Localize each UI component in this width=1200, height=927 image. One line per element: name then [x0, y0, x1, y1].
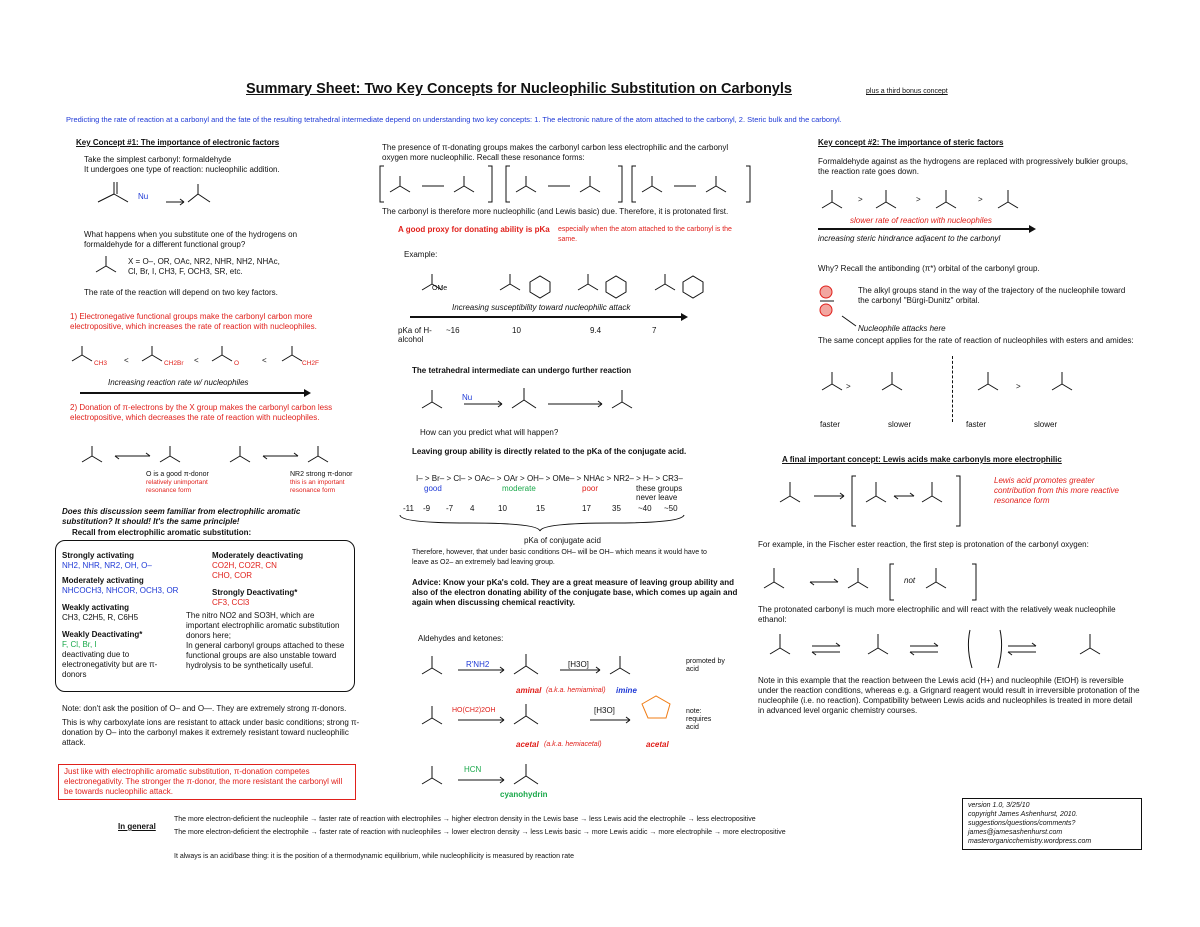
- general-line-2: The more electron-deficient the electrophile → faster rate of reaction with nucleophiles → lower electron density → less Lewis basic → more Lewis acidic → more electrophile → more electropositive: [174, 829, 786, 836]
- leaving-group-series: I– > Br– > Cl– > OAc– > OAr > OH– > OMe– > NHAc > NR2– > H– > CR3–: [416, 474, 683, 483]
- recall-label: Recall from electrophilic aromatic substitution:: [72, 528, 252, 537]
- strong-deactivating-label: Strongly Deactivating*: [212, 588, 298, 597]
- moderate-deactivating-items-1: CO2H, CO2R, CN: [212, 561, 277, 570]
- aldehyde-reactions: [420, 646, 700, 796]
- nu-label-2: Nu: [462, 393, 473, 402]
- bottom-note-2: This is why carboxylate ions are resistant to attack under basic conditions; strong π-donation by O– into the carbonyl makes it extremely resistant toward nucleophilic attack.: [62, 718, 360, 747]
- summary-sheet-page: Summary Sheet: Two Key Concepts for Nucleophilic Substitution on Carbonyls plus a third bonus concept Predicting the rate of reaction at a carbonyl and the fate of the resulting tetrahedral intermediate depend on understanding two key concepts: 1. The electronic nature of the atom attached to the carbonyl, 2. Steric bulk and the carbonyl. Key Concept #1: The importance of electronic factors Take the simplest carbonyl: formaldehyde It undergoes one type of reaction: nucleophilic addition. Nu What happens when you substitute one of the hydrogens on formaldehyde for a different functional group? X = O–, OR, OAc, NR2, NHR, NH2, NHAc, Cl, Br, I, CH3, F, OCH3, SR, etc. The rate of the reaction will depend on two key factors. 1) Electronegative functional groups make the carbonyl carbon more electropositive, which increases the rate of reaction with nucleophiles. CH3 CH2Br O CH2F < < < Increasing reaction rate w/ nucleophiles 2) Donation of π-electrons by the X group makes the carbonyl carbon less electropositive, which decreases the rate of reaction with nucleophiles. O is a good π-donor relatively unimportant resonance form NR2 strong π-donor this is an important resonance form Does this discussion seem familiar from electrophilic aromatic substitution? It should! It's the same principle! Recall from electrophilic aromatic substitution: Strongly activating NH2, NHR, NR2, OH, O– Moderately activating NHCOCH3, NHCOR, OCH3, OR Weakly activating CH3, C2H5, R, C6H5 Weakly Deactivating* F, Cl, Br, I deactivating due to electronegativity but are π-donors Moderately deactivating CO2H, CO2R, CN CHO, COR Strongly Deactivating* CF3, CCl3 The nitro NO2 and SO3H, which are important electrophilic aromatic substitution donors here; In general carbonyl groups attached to these functional groups are also unstable toward hydrolysis to be synthetically useful. Note: don't ask the position of O– and O—. They are extremely strong π-donors. This is why carboxylate ions are resistant to attack under basic conditions; strong π-donation by O– into the carbonyl makes it extremely resistant toward nucleophilic attack. Just like with electrophilic aromatic substitution, π-donation competes electronegativity. The stronger the π-donor, the more resistant the carbonyl will be towards nucleophilic attack. The presence of π-donating groups makes the carbonyl carbon less electrophilic and the carbonyl oxygen more nucleophilic. Recall these resonance forms: The carbonyl is therefore more nucleophilic (and Lewis basic) due. Therefore, it is protonated first. A good proxy for donating ability is pKa especially when the atom attached to the carbonyl is the same. Example: OMe Increasing susceptibility toward nucleophilic attack pKa of H-alcohol ~16 10 9.4 7 The tetrahedral intermediate can undergo further reaction Nu How can you predict what will happen? Leaving group ability is directly related to the pKa of the conjugate acid. I– > Br– > Cl– > OAc– > OAr > OH– > OMe– > NHAc > NR2– > H– > CR3– good moderate poor these groups never leave -11 -9 -7 4 10 15 17 35 ~40 ~50 pKa of conjugate acid Therefore, however, that under basic conditions OH– will be OH– which means it would have to leave as O2– an extremely bad leaving group. Advice: Know your pKa's cold. They are a great measure of leaving group ability and also of the electron donating ability of the conjugate base, which comes up again and again when discussing chemical reactivity. Aldehydes and ketones: R'NH2 [H3O] aminal (a.k.a. hemiaminal) imine promoted by acid HO(CH2)2OH [H3O] acetal (a.k.a. hemiacetal) acetal note: requires acid HCN cyanohydrin Key concept #2: The importance of steric factors Formaldehyde against as the hydrogens are replaced with progressively bulkier groups, the reaction rate goes down. > > > slower rate of reaction with nucleophiles increasing steric hindrance adjacent to the carbonyl Why? Recall the antibonding (π*) orbital of the carbonyl group. The alkyl groups stand in the way of the trajectory of the nucleophile toward the carbonyl "Bürgi-Dunitz" orbital. Nucleophile attacks here The same concept applies for the rate of reaction of nucleophiles with esters and amides: > > faster slower faster slower A final important concept: Lewis acids make carbonyls more electrophilic Lewis acid promotes greater contribution from this more reactive resonance form For example, in the Fischer ester reaction, the first step is protonation of the carbonyl oxygen: not The protonated carbonyl is much more electrophilic and will react with the relatively weak nucleophile ethanol: Note in this example that the reaction between the Lewis acid (H+) and nucleophile (EtOH) is reversible under the reaction conditions, whereas e.g. a Grignard reagent would result in irreversible protonation of the nucleophile (i.e. no reaction). Compatibility between Lewis acids and nucleophiles is treated in more detail in advanced level organic chemistry courses. In general The more electron-deficient the nucleophile → faster rate of reaction with electrophiles → higher electron density in the Lewis base → less Lewis acid the electrophile → less electropositive The more electron-deficient the electrophile → faster rate of reaction with nucleophiles → lower electron density → less Lewis basic → more Lewis acidic → more electrophile → more electropositive It always is an acid/base thing: it is the position of a thermodynamic equilibrium, while nucleophilicity is measured by reaction rate version 1.0, 3/25/10 copyright James Ashenhurst, 2010. suggestions/questions/comments? james@jamesashenhurst.com masterorganicchemistry.wordpress.com: [0, 0, 1200, 927]
- lg-good: good: [424, 484, 442, 493]
- why-explanation: The alkyl groups stand in the way of the trajectory of the nucleophile toward the carbonyl "Bürgi-Dunitz" orbital.: [858, 286, 1126, 305]
- pka-value-4: 7: [652, 326, 657, 335]
- kc2-p1: Formaldehyde against as the hydrogens are replaced with progressively bulkier groups, the reaction rate goes down.: [818, 157, 1128, 176]
- acetal-note: note: requires acid: [686, 708, 712, 731]
- strong-deactivating-items: CF3, CCl3: [212, 598, 250, 607]
- pka-num-10: ~50: [664, 504, 678, 513]
- burgi-dunitz-label: Nucleophile attacks here: [858, 324, 946, 333]
- moderate-activating-label: Moderately activating: [62, 576, 144, 585]
- pi-donation-resonance: [80, 440, 360, 470]
- x-list-2: Cl, Br, I, CH3, F, OCH3, SR, etc.: [128, 267, 243, 276]
- pka-num-3: -7: [446, 504, 454, 513]
- increasing-rate-label: Increasing reaction rate w/ nucleophiles: [108, 378, 249, 387]
- ome-label: OMe: [432, 285, 448, 292]
- x-list-1: X = O–, OR, OAc, NR2, NHR, NH2, NHAc,: [128, 257, 280, 266]
- susceptibility-arrow: [410, 316, 682, 318]
- weak-deactivating-items: F, Cl, Br, I: [62, 640, 97, 649]
- steric-arrow: [818, 228, 1030, 230]
- credits-website[interactable]: masterorganicchemistry.wordpress.com: [968, 838, 1092, 845]
- amine-reagent: R'NH2: [466, 660, 490, 669]
- increasing-rate-arrow: [80, 392, 305, 394]
- fischer-example: For example, in the Fischer ester reaction, the first step is protonation of the carbonyl oxygen:: [758, 540, 1089, 549]
- factor-1: 1) Electronegative functional groups make the carbonyl carbon more electropositive, which increases the rate of reaction with nucleophiles.: [70, 312, 317, 331]
- eas-question: Does this discussion seem familiar from electrophilic aromatic substitution? It should! It's the same principle!: [62, 507, 301, 526]
- carbonyl-x-structure: [94, 256, 124, 276]
- why-text: Why? Recall the antibonding (π*) orbital of the carbonyl group.: [818, 264, 1040, 273]
- eas-note-2: In general carbonyl groups attached to these functional groups are also unstable toward hydrolysis to be synthetically useful.: [186, 641, 345, 670]
- lewis-heading: A final important concept: Lewis acids make carbonyls more electrophilic: [782, 455, 1062, 464]
- moderate-activating-items: NHCOCH3, NHCOR, OCH3, OR: [62, 586, 179, 595]
- steric-hindrance-label: increasing steric hindrance adjacent to the carbonyl: [818, 234, 1001, 243]
- formaldehyde-addition-diagram: [88, 180, 228, 225]
- fischer-protonation: [760, 558, 1020, 603]
- weak-deactivating-label: Weakly Deactivating*: [62, 630, 143, 639]
- pka-proxy: A good proxy for donating ability is pKa: [398, 225, 550, 234]
- hemiacetal-aka: (a.k.a. hemiacetal): [544, 741, 602, 748]
- n-donor-label: NR2 strong π-donor: [290, 471, 353, 478]
- faster-label-1: faster: [820, 420, 841, 429]
- page-title: Summary Sheet: Two Key Concepts for Nucleophilic Substitution on Carbonyls: [246, 81, 792, 97]
- conjugate-acid-label: pKa of conjugate acid: [524, 536, 601, 545]
- mid-p1: The presence of π-donating groups makes the carbonyl carbon less electrophilic and the carbonyl oxygen more nucleophilic. Recall these resonance forms:: [382, 143, 729, 162]
- general-line-3: It always is an acid/base thing: it is the position of a thermodynamic equilibrium, while nucleophilicity is measured by reaction rate: [174, 853, 574, 860]
- general-line-1: The more electron-deficient the nucleophile → faster rate of reaction with electrophiles → higher electron density in the Lewis base → less Lewis acid the electrophile → less electropositive: [174, 816, 756, 823]
- ester-amide-sterics: [812, 362, 1122, 402]
- in-general-label: In general: [118, 822, 156, 831]
- lewis-acid-compatibility: Note in this example that the reaction between the Lewis acid (H+) and nucleophile (EtOH) is reversible under the reaction conditions, whereas e.g. a Grignard reagent would result in irreversible protonation of the nucleophile (i.e. no reaction). Compatibility between Lewis acids and nucleophiles is treated in more detail in advanced level organic chemistry courses.: [758, 676, 1140, 715]
- lewis-acid-note: Lewis acid promotes greater contribution from this more reactive resonance form: [994, 476, 1119, 505]
- n-donor-note: this is an important resonance form: [290, 479, 345, 494]
- strong-activating-label: Strongly activating: [62, 551, 135, 560]
- hemiacetal-label: acetal: [516, 740, 539, 749]
- tetrahedral-question: How can you predict what will happen?: [420, 428, 559, 437]
- slower-rate-label: slower rate of reaction with nucleophiles: [850, 216, 992, 225]
- h3o-reagent: [H3O]: [568, 660, 589, 669]
- faster-label-2: faster: [966, 420, 987, 429]
- nu-label: Nu: [138, 192, 149, 201]
- moderate-deactivating-items-2: CHO, COR: [212, 571, 252, 580]
- pka-num-1: -11: [403, 504, 414, 513]
- moderate-deactivating-label: Moderately deactivating: [212, 551, 304, 560]
- resonance-brackets: [378, 164, 758, 204]
- conjugate-acid-note: Therefore, however, that under basic conditions OH– will be OH– which means it would have to leave as O2– an extremely bad leaving group.: [412, 549, 707, 566]
- pka-value-1: ~16: [446, 326, 460, 335]
- credits-suggestions: suggestions/questions/comments?: [968, 820, 1076, 827]
- pka-value-2: 10: [512, 326, 521, 335]
- o-donor-note: relatively unimportant resonance form: [146, 479, 208, 494]
- rate-text: The rate of the reaction will depend on two key factors.: [84, 288, 278, 297]
- pka-num-6: 15: [536, 504, 545, 513]
- not-label: not: [904, 576, 916, 585]
- lg-poor: poor: [582, 484, 599, 493]
- imine-label: imine: [616, 686, 637, 695]
- lg-never: these groups never leave: [636, 484, 683, 502]
- lewis-acid-scheme: [776, 472, 996, 532]
- eas-note-1: The nitro NO2 and SO3H, which are important electrophilic aromatic substitution donors here;: [186, 611, 340, 640]
- example-label: Example:: [404, 250, 438, 259]
- kc1-p1: Take the simplest carbonyl: formaldehyde: [84, 155, 232, 164]
- pka-num-2: -9: [423, 504, 431, 513]
- imine-note: promoted by acid: [686, 658, 725, 673]
- weak-activating-items: CH3, C2H5, R, C6H5: [62, 613, 139, 622]
- acetal-label: acetal: [646, 740, 669, 749]
- pka-num-8: 35: [612, 504, 621, 513]
- pka-value-3: 9.4: [590, 326, 602, 335]
- lg-moderate: moderate: [502, 484, 536, 493]
- pka-num-9: ~40: [638, 504, 652, 513]
- kc2-heading: Key concept #2: The importance of steric factors: [818, 138, 1004, 147]
- slower-label-2: slower: [1034, 420, 1058, 429]
- bottom-note-1: Note: don't ask the position of O– and O—. They are extremely strong π-donors.: [62, 704, 347, 713]
- protonated-carbonyl-note: The protonated carbonyl is much more electrophilic and will react with the relatively weak nucleophile ethanol:: [758, 605, 1116, 624]
- diol-reagent: HO(CH2)2OH: [452, 707, 496, 714]
- factor-2: 2) Donation of π-electrons by the X group makes the carbonyl carbon less electropositive, which decreases the rate of reaction with nucleophiles.: [70, 403, 333, 422]
- aminal-aka: (a.k.a. hemiaminal): [546, 687, 606, 694]
- pka-advice: Advice: Know your pKa's cold. They are a great measure of leaving group ability and also of the electron donating ability of the conjugate base, which comes up again and again when discussing chemical reactivity.: [412, 578, 738, 607]
- hcn-reagent: HCN: [464, 765, 482, 774]
- electronegativity-series: [70, 343, 330, 367]
- credits-copyright: copyright James Ashenhurst, 2010.: [968, 811, 1078, 818]
- tetrahedral-intermediate-scheme: [420, 380, 660, 425]
- cmp-4: CH2F: [302, 360, 319, 367]
- cmp-1: CH3: [94, 360, 108, 367]
- cmp-3: O: [234, 360, 240, 367]
- kc1-heading: Key Concept #1: The importance of electronic factors: [76, 138, 280, 147]
- kc1-question: What happens when you substitute one of the hydrogens on formaldehyde for a different functional group?: [84, 230, 298, 249]
- fischer-addition: [760, 624, 1140, 674]
- tetrahedral-title: The tetrahedral intermediate can undergo further reaction: [412, 366, 632, 375]
- credits-email[interactable]: james@jamesashenhurst.com: [968, 829, 1063, 836]
- o-donor-label: O is a good π-donor: [146, 471, 209, 478]
- cyanohydrin-label: cyanohydrin: [500, 790, 548, 799]
- leaving-group-rule: Leaving group ability is directly related to the pKa of the conjugate acid.: [412, 447, 687, 456]
- strong-activating-items: NH2, NHR, NR2, OH, O–: [62, 561, 152, 570]
- aminal-label: aminal: [516, 686, 542, 695]
- weak-deactivating-note: deactivating due to electronegativity but are π-donors: [62, 650, 158, 679]
- kc2-p2: The same concept applies for the rate of reaction of nucleophiles with esters and amides:: [818, 336, 1134, 345]
- title-note: plus a third bonus concept: [866, 88, 948, 95]
- divider: [952, 356, 953, 422]
- weak-activating-label: Weakly activating: [62, 603, 129, 612]
- slower-label-1: slower: [888, 420, 912, 429]
- steric-series: [818, 182, 1048, 217]
- increasing-susceptibility-label: Increasing susceptibility toward nucleophilic attack: [452, 303, 631, 312]
- intro-text: Predicting the rate of reaction at a carbonyl and the fate of the resulting tetrahedral intermediate depend on understanding two key concepts: 1. The electronic nature of the atom attached to the carbonyl, 2. Steric bulk and the carbonyl.: [66, 115, 842, 124]
- credits-version: version 1.0, 3/25/10: [968, 802, 1030, 809]
- aldehydes-ketones-label: Aldehydes and ketones:: [418, 634, 504, 643]
- ester-series: [400, 262, 740, 302]
- pka-num-7: 17: [582, 504, 591, 513]
- mid-p2: The carbonyl is therefore more nucleophilic (and Lewis basic) due. Therefore, it is protonated first.: [382, 207, 729, 216]
- pka-brace: [398, 513, 688, 533]
- kc1-p2: It undergoes one type of reaction: nucleophilic addition.: [84, 165, 280, 174]
- pka-num-4: 4: [470, 504, 475, 513]
- cmp-2: CH2Br: [164, 360, 184, 367]
- pka-alcohol-label: pKa of H-alcohol: [398, 326, 432, 344]
- pka-num-5: 10: [498, 504, 507, 513]
- pi-donation-summary: Just like with electrophilic aromatic substitution, π-donation competes electronegativity. The stronger the π-donor, the more resistant the carbonyl will be towards nucleophilic attack.: [64, 767, 343, 796]
- h3o-reagent-2: [H3O]: [594, 706, 615, 715]
- pka-proxy-note: especially when the atom attached to the carbonyl is the same.: [558, 226, 732, 243]
